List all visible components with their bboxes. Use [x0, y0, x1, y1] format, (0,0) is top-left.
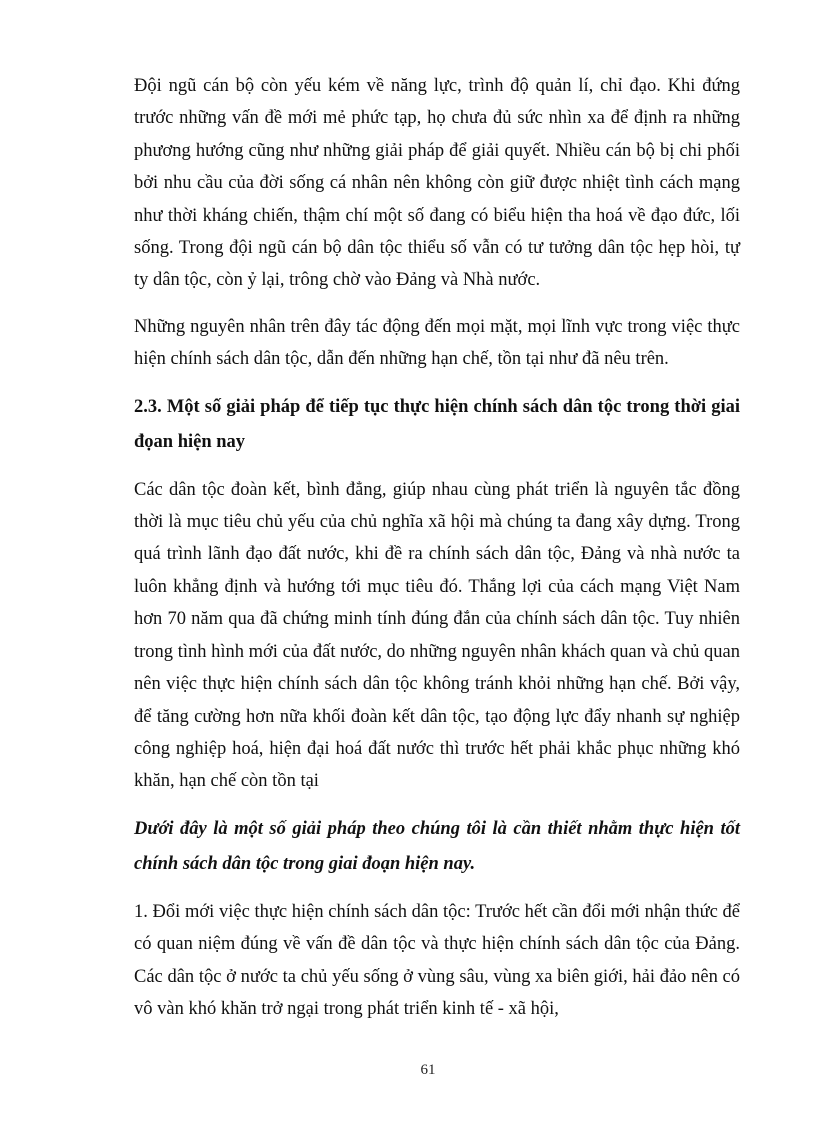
emphasis-statement: Dưới đây là một số giải pháp theo chúng tôi là cần thiết nhằm thực hiện tốt chính sách dân tộc trong giai đoạn hiện nay.	[134, 818, 740, 874]
paragraph-causes: Những nguyên nhân trên đây tác động đến mọi mặt, mọi lĩnh vực trong việc thực hiện chính sách dân tộc, dẫn đến những hạn chế, tồn tại như đã nêu trên.	[134, 316, 740, 370]
page-number: 61	[420, 1062, 436, 1078]
section-heading: 2.3. Một số giải pháp để tiếp tục thực hiện chính sách dân tộc trong thời giai đọan hiện nay	[134, 396, 740, 452]
page-content	[134, 70, 740, 1025]
paragraph-cadre-weakness: Đội ngũ cán bộ còn yếu kém về năng lực, trình độ quản lí, chỉ đạo. Khi đứng trước những vấn đề mới mẻ phức tạp, họ chưa đủ sức nhìn xa để định ra những phương hướng cũng như những giải pháp để giải quyết. Nhiều cán bộ bị chi phối bởi nhu cầu của đời sống cá nhân nên không còn giữ được nhiệt tình cách mạng như thời kháng chiến, thậm chí một số đang có biểu hiện tha hoá về đạo đức, lối sống. Trong đội ngũ cán bộ dân tộc thiểu số vẫn có tư tưởng dân tộc hẹp hòi, tự ty dân tộc, còn ỷ lại, trông chờ vào Đảng và Nhà nước.	[134, 76, 740, 291]
paragraph-solution-1: 1. Đổi mới việc thực hiện chính sách dân tộc: Trước hết cần đổi mới nhận thức để có quan niệm đúng về vấn đề dân tộc và thực hiện chính sách dân tộc của Đảng. Các dân tộc ở nước ta chủ yếu sống ở vùng sâu, vùng xa biên giới, hải đảo nên có vô vàn khó khăn trở ngại trong phát triển kinh tế - xã hội,	[134, 901, 740, 1019]
paragraph-principles: Các dân tộc đoàn kết, bình đẳng, giúp nhau cùng phát triển là nguyên tắc đồng thời là mục tiêu chủ yếu của chủ nghĩa xã hội mà chúng ta đang xây dựng. Trong quá trình lãnh đạo đất nước, khi đề ra chính sách dân tộc, Đảng và nhà nước ta luôn khẳng định và hướng tới mục tiêu đó. Thắng lợi của cách mạng Việt Nam hơn 70 năm qua đã chứng minh tính đúng đắn của chính sách dân tộc. Tuy nhiên trong tình hình mới của đất nước, do những nguyên nhân khách quan và chủ quan nên việc thực hiện chính sách dân tộc không tránh khỏi những hạn chế. Bởi vậy, để tăng cường hơn nữa khối đoàn kết dân tộc, tạo động lực đẩy nhanh sự nghiệp công nghiệp hoá, hiện đại hoá đất nước thì trước hết phải khắc phục những khó khăn, hạn chế còn tồn tại	[134, 479, 740, 792]
